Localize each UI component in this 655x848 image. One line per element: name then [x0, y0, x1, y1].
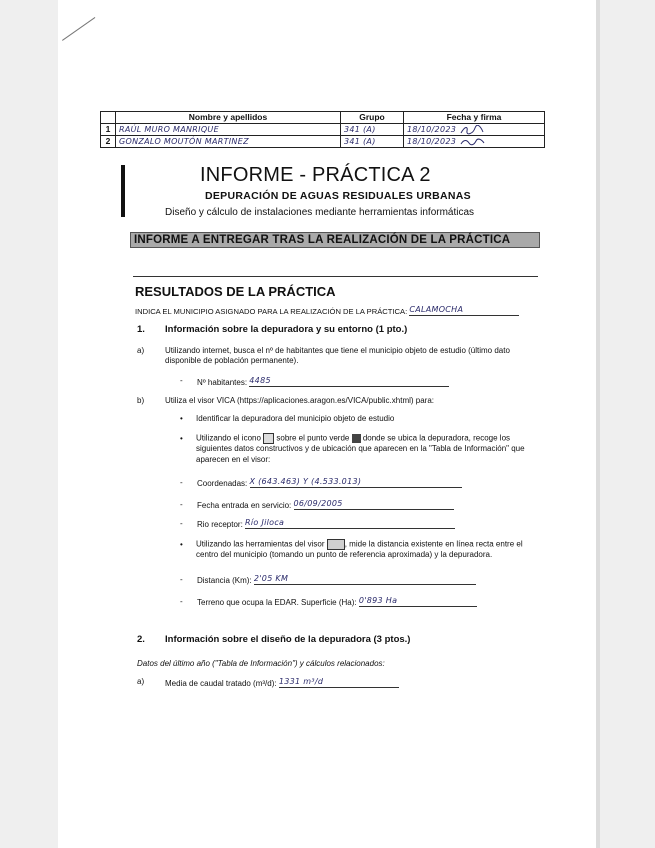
municipio-value: CALAMOCHA — [409, 305, 519, 316]
page-description: Diseño y cálculo de instalaciones mediante herramientas informáticas — [165, 207, 475, 218]
divider — [133, 276, 538, 277]
banner-text: INFORME A ENTREGAR TRAS LA REALIZACIÓN DE LA PRÁCTICA — [134, 234, 511, 246]
students-table — [100, 111, 545, 148]
table-header-name: Nombre y apellidos — [116, 112, 341, 124]
caudal-value: 1331 m³/d — [279, 677, 399, 688]
results-heading: RESULTADOS DE LA PRÁCTICA — [135, 284, 336, 299]
fecha-dash: - — [180, 500, 183, 509]
table-header-num — [101, 112, 116, 124]
item-a-text: Utilizando internet, busca el nº de habitantes que tiene el municipio objeto de estudio (último dato — [165, 346, 510, 355]
page-edge — [596, 0, 600, 848]
bullet-text-part: sobre el punto verde — [276, 433, 350, 443]
bullet-dot: • — [180, 540, 183, 549]
bullet-text-part: , mide la distancia existente en línea recta entre el — [344, 539, 523, 549]
table-row — [101, 136, 545, 148]
distancia-value: 2'05 KM — [254, 574, 476, 585]
measure-tools-icon — [327, 539, 345, 550]
row-number: 1 — [101, 124, 116, 136]
student-group: 341 (A) — [341, 124, 404, 136]
terreno-line — [197, 596, 477, 607]
student-date: 18/10/2023 — [407, 125, 457, 134]
bullet-text: siguientes datos constructivos y de ubicación que aparecen en la "Tabla de Información" que — [196, 444, 525, 453]
table-row — [101, 124, 545, 136]
section1-title: Información sobre la depuradora y su entorno (1 pto.) — [165, 324, 408, 335]
bullet-text-part: Utilizando las herramientas del visor — [196, 539, 325, 549]
signature-icon — [459, 137, 485, 147]
row-number: 2 — [101, 136, 116, 148]
bullet-dot: • — [180, 434, 183, 443]
rio-line — [197, 518, 455, 529]
section-banner — [130, 232, 540, 248]
info-icon — [263, 433, 274, 444]
coord-label: Coordenadas: — [197, 479, 248, 488]
bullet-text: aparecen en el visor: — [196, 455, 271, 464]
coord-dash: - — [180, 478, 183, 487]
section1-number: 1. — [137, 324, 145, 335]
municipio-line — [135, 305, 519, 316]
rio-dash: - — [180, 519, 183, 528]
habitantes-line — [197, 376, 449, 387]
bullet-text — [196, 539, 523, 550]
student-name: GONZALO MOUTÓN MARTINEZ — [116, 136, 341, 148]
section2-intro: Datos del último año ("Tabla de Información") y cálculos relacionados: — [137, 659, 385, 668]
section2-title: Información sobre el diseño de la depuradora (3 ptos.) — [165, 634, 411, 645]
terreno-value: 0'893 Ha — [359, 596, 477, 607]
municipio-label: INDICA EL MUNICIPIO ASIGNADO PARA LA REALIZACIÓN DE LA PRÁCTICA: — [135, 307, 408, 316]
item-a-letter: a) — [137, 677, 145, 686]
bullet-text-part: Utilizando el icono — [196, 433, 261, 443]
fecha-line — [197, 499, 454, 510]
item-a-text: disponible de población permanente). — [165, 356, 299, 365]
student-date: 18/10/2023 — [407, 137, 457, 146]
title-bar — [121, 165, 125, 217]
item-b-text: Utiliza el visor VICA (https://aplicaciones.aragon.es/VICA/public.xhtml) para: — [165, 396, 435, 405]
distancia-line — [197, 574, 476, 585]
distancia-dash: - — [180, 575, 183, 584]
page-title: INFORME - PRÁCTICA 2 — [200, 164, 431, 186]
bullet-text — [196, 433, 510, 444]
distancia-label: Distancia (Km): — [197, 576, 252, 585]
student-date-signature — [404, 124, 545, 136]
green-point-icon — [352, 434, 361, 443]
habitantes-dash: - — [180, 376, 183, 385]
student-date-signature — [404, 136, 545, 148]
table-header-group: Grupo — [341, 112, 404, 124]
caudal-line — [165, 677, 399, 688]
bullet-text-part: donde se ubica la depuradora, recoge los — [362, 433, 511, 443]
bullet-dot: • — [180, 414, 183, 423]
signature-icon — [459, 125, 485, 135]
habitantes-value: 4485 — [249, 376, 449, 387]
rio-label: Rio receptor: — [197, 520, 243, 529]
terreno-label: Terreno que ocupa la EDAR. Superficie (Ha): — [197, 598, 357, 607]
student-group: 341 (A) — [341, 136, 404, 148]
habitantes-label: Nº habitantes: — [197, 378, 248, 387]
fecha-label: Fecha entrada en servicio: — [197, 501, 292, 510]
coord-line — [197, 477, 462, 488]
fecha-value: 06/09/2005 — [294, 499, 454, 510]
terreno-dash: - — [180, 597, 183, 606]
bullet-text: Identificar la depuradora del municipio objeto de estudio — [196, 414, 395, 423]
section2-number: 2. — [137, 634, 145, 645]
table-header-date: Fecha y firma — [404, 112, 545, 124]
page-subtitle: DEPURACIÓN DE AGUAS RESIDUALES URBANAS — [205, 190, 471, 202]
rio-value: Río Jiloca — [245, 518, 455, 529]
item-a-letter: a) — [137, 346, 145, 355]
bullet-text: centro del municipio (tomando un punto de referencia aproximada) y la depuradora. — [196, 550, 493, 559]
student-name: RAÚL MURO MANRIQUE — [116, 124, 341, 136]
table-header-row — [101, 112, 545, 124]
item-b-letter: b) — [137, 396, 145, 405]
coord-value: X (643.463) Y (4.533.013) — [250, 477, 462, 488]
caudal-label: Media de caudal tratado (m³/d): — [165, 679, 277, 688]
